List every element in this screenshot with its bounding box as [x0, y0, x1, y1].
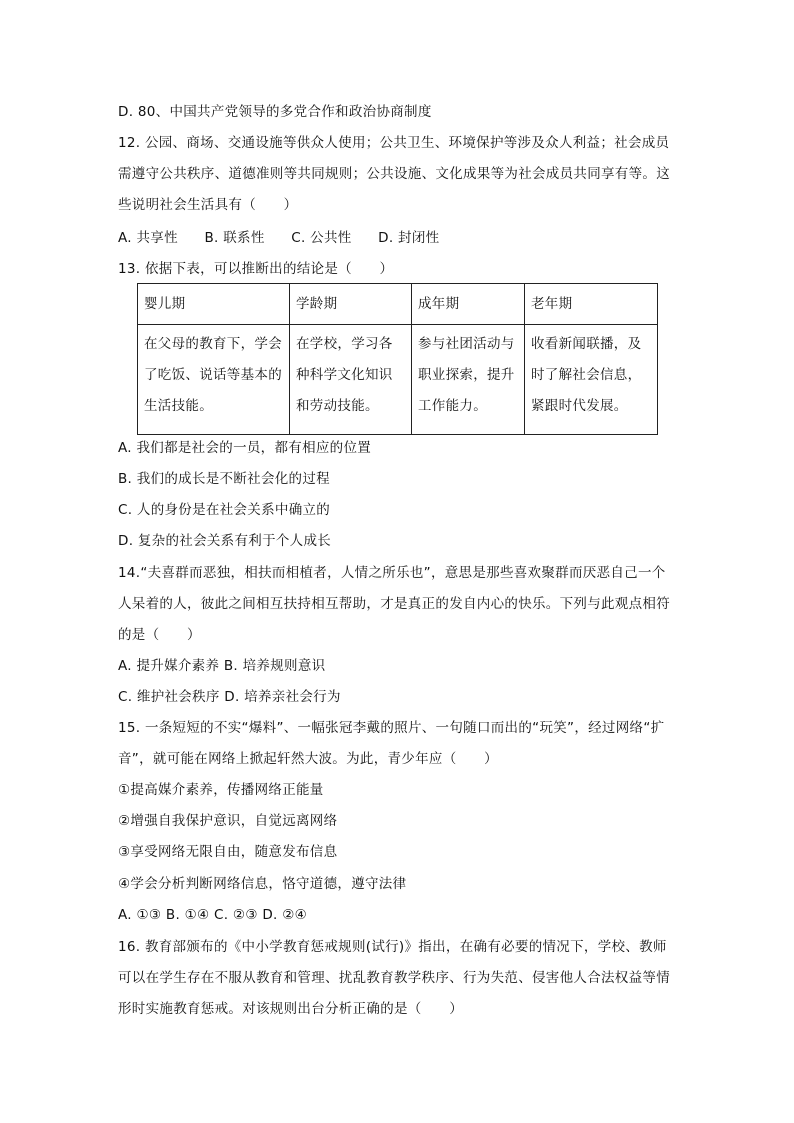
q12-option-b: B. 联系性	[204, 230, 265, 246]
q15-stem-line-1: 15. 一条短短的不实“爆料”、一幅张冠李戴的照片、一句随口而出的“玩笑”，经过网络“扩	[118, 720, 665, 736]
q12-option-d: D. 封闭性	[378, 230, 440, 246]
q13-cell-old-age: 收看新闻联播，及时了解社会信息，紧跟时代发展。	[525, 325, 658, 435]
q13-header-infancy: 婴儿期	[138, 284, 290, 325]
q15-options: A. ①③ B. ①④ C. ②③ D. ②④	[118, 907, 308, 923]
q12-stem-line-3: 些说明社会生活具有（ ）	[118, 197, 298, 213]
q12-stem-line-1: 12. 公园、商场、交通设施等供众人使用；公共卫生、环境保护等涉及众人利益；社会成员	[118, 135, 670, 151]
q12-stem-line-2: 需遵守公共秩序、道德准则等共同规则；公共设施、文化成果等为社会成员共同享有等。这	[118, 166, 670, 182]
q13-header-old-age: 老年期	[525, 284, 658, 325]
q16-stem-line-1: 16. 教育部颁布的《中小学教育惩戒规则(试行)》指出，在确有必要的情况下，学校、教师	[118, 939, 667, 955]
q14-stem-line-3: 的是（ ）	[118, 627, 201, 643]
q13-table-row	[138, 325, 658, 435]
q13-cell-school-age: 在学校，学习各种科学文化知识和劳动技能。	[290, 325, 412, 435]
q14-stem-line-1: 14.“夫喜群而恶独，相扶而相植者，人情之所乐也”，意思是那些喜欢聚群而厌恶自己一个	[118, 565, 666, 581]
q13-option-b: B. 我们的成长是不断社会化的过程	[118, 471, 330, 487]
q13-cell-infancy: 在父母的教育下，学会了吃饭、说话等基本的生活技能。	[138, 325, 290, 435]
q15-item-2: ②增强自我保护意识，自觉远离网络	[118, 813, 338, 829]
q13-header-school-age: 学龄期	[290, 284, 412, 325]
q16-stem-line-2: 可以在学生存在不服从教育和管理、扰乱教育教学秩序、行为失范、侵害他人合法权益等情	[118, 970, 670, 986]
q14-stem-line-2: 人呆着的人，彼此之间相互扶持相互帮助，才是真正的发自内心的快乐。下列与此观点相符	[118, 596, 670, 612]
q12-option-a: A. 共享性	[118, 230, 178, 246]
q15-item-1: ①提高媒介素养，传播网络正能量	[118, 782, 324, 798]
q15-stem-line-2: 音”，就可能在网络上掀起轩然大波。为此，青少年应（ ）	[118, 751, 498, 767]
q13-cell-adulthood: 参与社团活动与职业探索，提升工作能力。	[412, 325, 525, 435]
q12-option-c: C. 公共性	[291, 230, 352, 246]
q14-options-line-1: A. 提升媒介素养 B. 培养规则意识	[118, 658, 326, 674]
q13-option-a: A. 我们都是社会的一员，都有相应的位置	[118, 440, 372, 456]
q13-table-header-row	[138, 284, 658, 325]
q15-item-4: ④学会分析判断网络信息，恪守道德，遵守法律	[118, 876, 407, 892]
q13-table	[137, 283, 658, 435]
q13-header-adulthood: 成年期	[412, 284, 525, 325]
q15-item-3: ③享受网络无限自由，随意发布信息	[118, 844, 338, 860]
q13-option-d: D. 复杂的社会关系有利于个人成长	[118, 533, 332, 549]
q11-option-d: D. 80、中国共产党领导的多党合作和政治协商制度	[118, 104, 432, 120]
q12-options	[118, 228, 461, 248]
q14-options-line-2: C. 维护社会秩序 D. 培养亲社会行为	[118, 689, 341, 705]
q16-stem-line-3: 形时实施教育惩戒。对该规则出台分析正确的是（ ）	[118, 1001, 463, 1017]
q13-stem: 13. 依据下表，可以推断出的结论是（ ）	[118, 261, 394, 277]
q13-option-c: C. 人的身份是在社会关系中确立的	[118, 502, 331, 518]
